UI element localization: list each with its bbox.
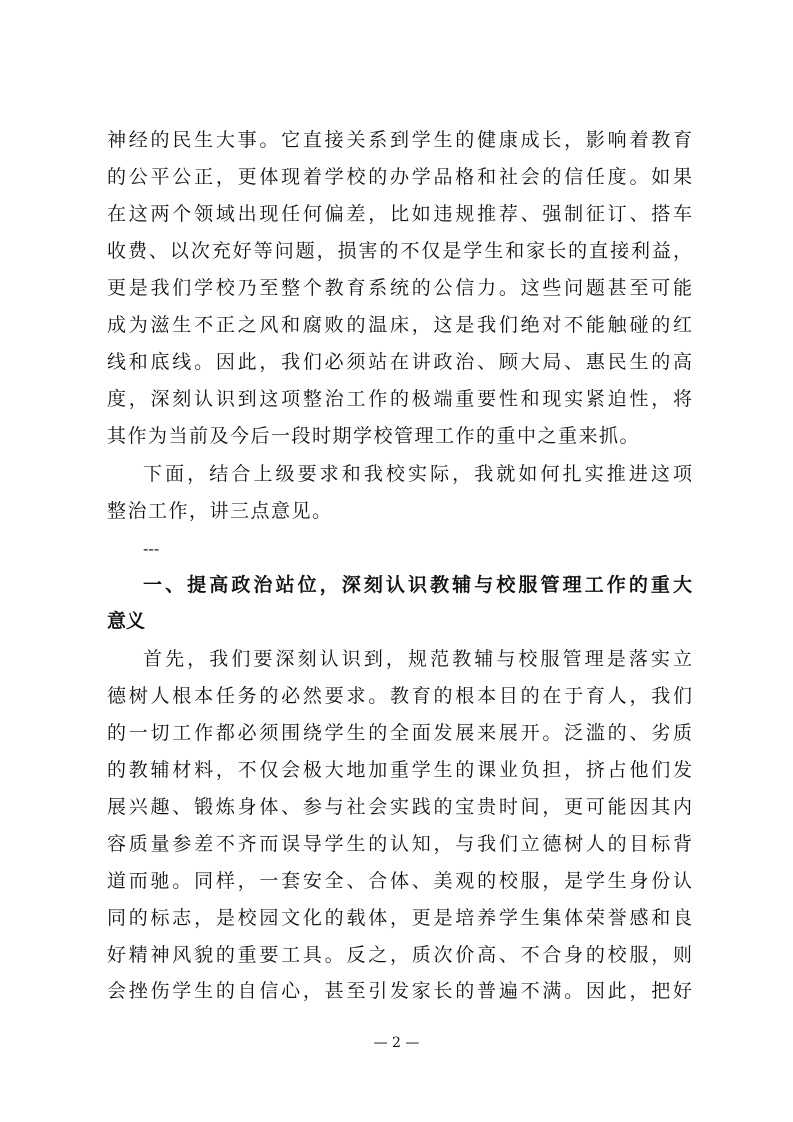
text-line: 神经的民生大事。它直接关系到学生的健康成长，影响着教育 bbox=[107, 129, 692, 151]
text-line: 同的标志，是校园文化的载体，更是培养学生集体荣誉感和良 bbox=[107, 907, 692, 929]
text-line: 度，深刻认识到这项整治工作的极端重要性和现实紧迫性，将 bbox=[107, 388, 692, 410]
text-line: 整治工作，讲三点意见。 bbox=[107, 500, 333, 522]
text-line: 在这两个领域出现任何偏差，比如违规推荐、强制征订、搭车 bbox=[107, 203, 692, 225]
text-line: 成为滋生不正之风和腐败的温床，这是我们绝对不能触碰的红 bbox=[107, 314, 692, 336]
text-line: 德树人根本任务的必然要求。教育的根本目的在于育人，我们 bbox=[107, 685, 692, 707]
text-line: 收费、以次充好等问题，损害的不仅是学生和家长的直接利益， bbox=[107, 240, 692, 262]
text-line: 其作为当前及今后一段时期学校管理工作的重中之重来抓。 bbox=[107, 425, 641, 447]
text-line: 会挫伤学生的自信心，甚至引发家长的普遍不满。因此，把好 bbox=[107, 980, 692, 1002]
section-heading: 意义 bbox=[107, 610, 146, 632]
text-line: 下面，结合上级要求和我校实际，我就如何扎实推进这项 bbox=[143, 463, 692, 485]
text-line: 的公平公正，更体现着学校的办学品格和社会的信任度。如果 bbox=[107, 166, 692, 188]
text-line: 的一切工作都必须围绕学生的全面发展来展开。泛滥的、劣质 bbox=[107, 722, 692, 744]
text-line: 首先，我们要深刻认识到，规范教辅与校服管理是落实立 bbox=[143, 648, 692, 670]
text-line: 更是我们学校乃至整个教育系统的公信力。这些问题甚至可能 bbox=[107, 277, 692, 299]
text-line: 容质量参差不齐而误导学生的认知，与我们立德树人的目标背 bbox=[107, 833, 692, 855]
text-line: 好精神风貌的重要工具。反之，质次价高、不合身的校服，则 bbox=[107, 944, 692, 966]
text-line: 线和底线。因此，我们必须站在讲政治、顾大局、惠民生的高 bbox=[107, 351, 692, 373]
page-number: — 2 — bbox=[373, 1035, 420, 1051]
section-heading: 一、提高政治站位，深刻认识教辅与校服管理工作的重大 bbox=[143, 574, 692, 596]
separator: --- bbox=[143, 539, 160, 558]
text-line: 的教辅材料，不仅会极大地加重学生的课业负担，挤占他们发 bbox=[107, 759, 692, 781]
text-line: 展兴趣、锻炼身体、参与社会实践的宝贵时间，更可能因其内 bbox=[107, 796, 692, 818]
text-line: 道而驰。同样，一套安全、合体、美观的校服，是学生身份认 bbox=[107, 870, 692, 892]
